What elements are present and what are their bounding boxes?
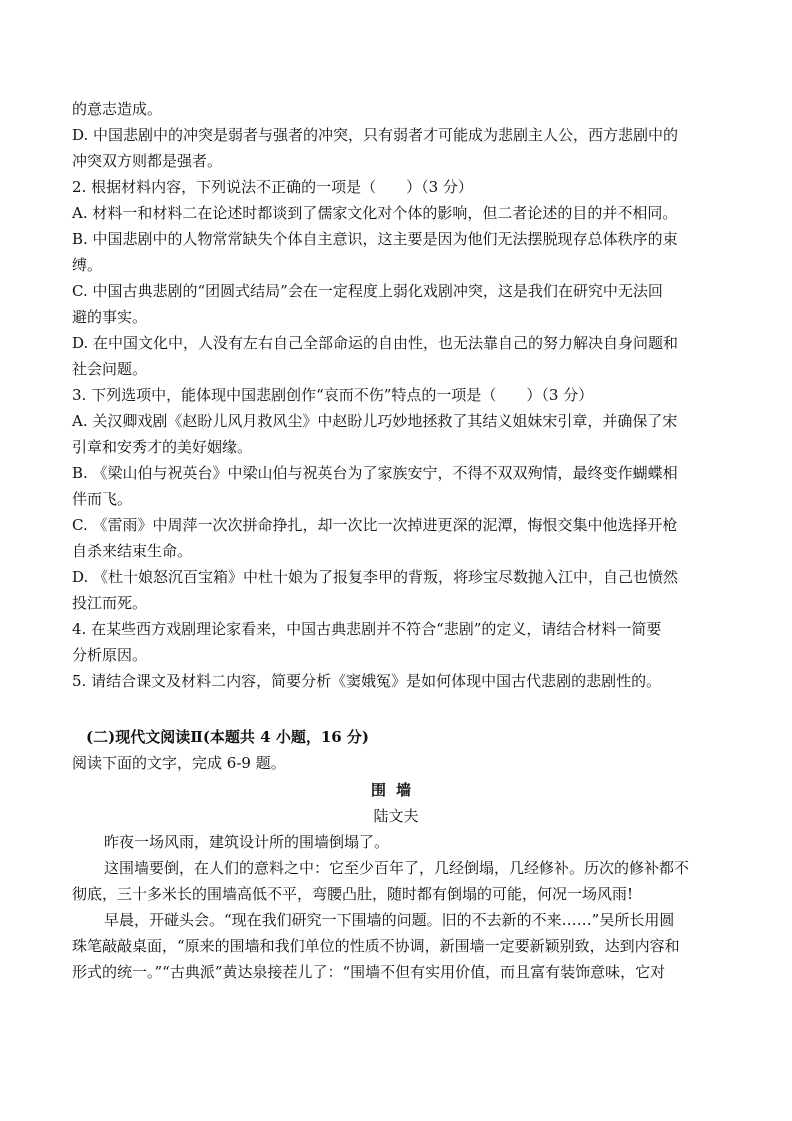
text-line: 社会问题。 [72, 360, 148, 378]
section-instruction: 阅读下面的文字，完成 6-9 题。 [72, 754, 286, 772]
text-line: 伴而飞。 [72, 490, 133, 508]
option-d: D. 在中国文化中，人没有左右自己全部命运的自由性，也无法靠自己的努力解决自身问题和 [72, 334, 679, 352]
text-line: 投江而死。 [72, 594, 148, 612]
story-paragraph: 这围墙要倒，在人们的意料之中：它至少百年了，几经倒塌，几经修补。历次的修补都不 [104, 859, 690, 877]
text-line: 避的事实。 [72, 308, 148, 326]
story-paragraph: 昨夜一场风雨，建筑设计所的围墙倒塌了。 [104, 833, 390, 851]
option-d: D. 《杜十娘怒沉百宝箱》中杜十娘为了报复李甲的背叛，将珍宝尽数抛入江中，自己也愤然 [72, 568, 679, 586]
text-line: 缚。 [72, 256, 103, 274]
story-author: 陆文夫 [373, 807, 419, 825]
option-c: C. 《雷雨》中周萍一次次拼命挣扎，却一次比一次掉进更深的泥潭，悔恨交集中他选择开枪 [72, 516, 678, 534]
story-title: 围墙 [370, 781, 421, 799]
question-5: 5. 请结合课文及材料二内容，简要分析《窦娥冤》是如何体现中国古代悲剧的悲剧性的。 [72, 672, 662, 690]
question-4: 4. 在某些西方戏剧理论家看来，中国古典悲剧并不符合“悲剧”的定义，请结合材料一简要 [72, 620, 662, 638]
story-paragraph-cont: 珠笔敲敲桌面，“原来的围墙和我们单位的性质不协调，新围墙一定要新颖别致，达到内容和 [72, 937, 680, 955]
text-line: D. 中国悲剧中的冲突是弱者与强者的冲突，只有弱者才可能成为悲剧主人公，西方悲剧中的 [72, 126, 679, 144]
text-line: 引章和安秀才的美好姻缘。 [72, 438, 253, 456]
story-paragraph-cont: 彻底，三十多米长的围墙高低不平，弯腰凸肚，随时都有倒塌的可能，何况一场风雨! [72, 885, 634, 903]
question-2: 2. 根据材料内容，下列说法不正确的一项是（ ）（3 分） [72, 178, 473, 196]
option-c: C. 中国古典悲剧的“团圆式结局”会在一定程度上弱化戏剧冲突，这是我们在研究中无法回 [72, 282, 663, 300]
option-b: B. 中国悲剧中的人物常常缺失个体自主意识，这主要是因为他们无法摆脱现存总体秩序的束 [72, 230, 678, 248]
story-paragraph-cont: 形式的统一。”“古典派”黄达泉接茬儿了：“围墙不但有实用价值，而且富有装饰意味，它对 [72, 963, 666, 981]
text-line: 自杀来结束生命。 [72, 542, 193, 560]
text-line: 分析原因。 [72, 646, 148, 664]
story-paragraph: 早晨，开碰头会。“现在我们研究一下围墙的问题。旧的不去新的不来……”吴所长用圆 [104, 911, 675, 929]
question-3: 3. 下列选项中，能体现中国悲剧创作“哀而不伤”特点的一项是（ ）（3 分） [72, 386, 594, 404]
option-b: B. 《梁山伯与祝英台》中梁山伯与祝英台为了家族安宁，不得不双双殉情，最终变作蝴蝶相 [72, 464, 678, 482]
text-line: 的意志造成。 [72, 100, 163, 118]
section-heading: (二)现代文阅读Ⅱ(本题共 4 小题，16 分) [86, 728, 370, 746]
option-a: A. 材料一和材料二在论述时都谈到了儒家文化对个体的影响，但二者论述的目的并不相同。 [72, 204, 678, 222]
text-line: 冲突双方则都是强者。 [72, 152, 223, 170]
option-a: A. 关汉卿戏剧《赵盼儿风月救风尘》中赵盼儿巧妙地拯救了其结义姐妹宋引章，并确保了宋 [72, 412, 678, 430]
